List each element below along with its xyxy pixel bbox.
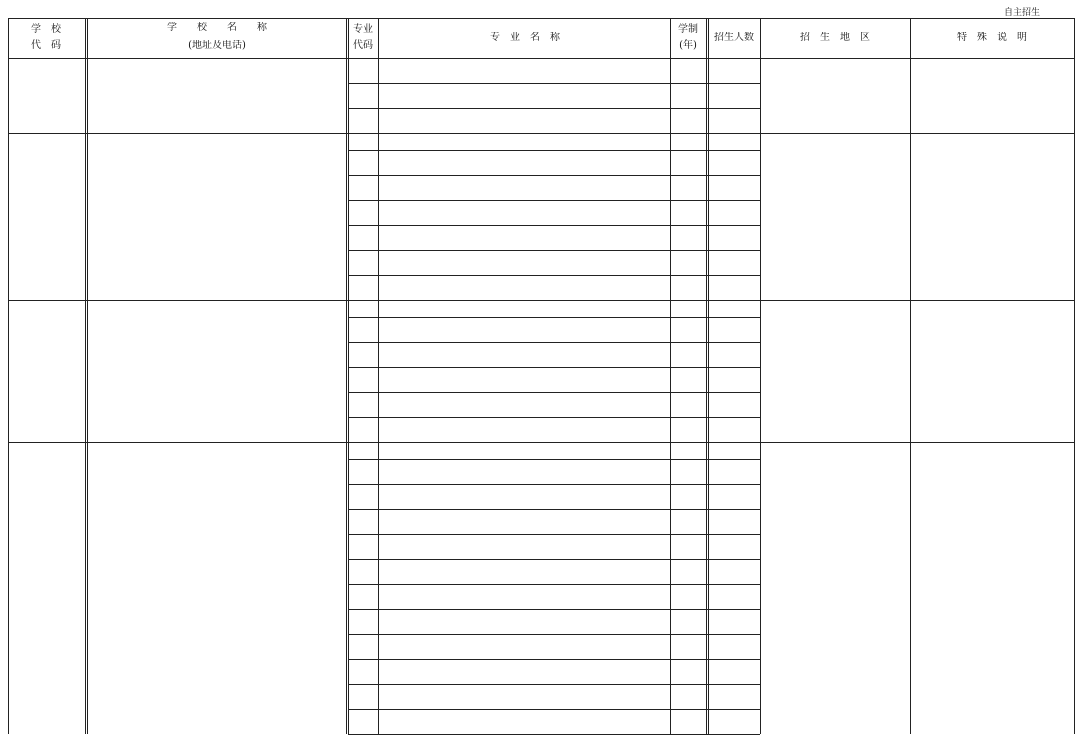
major-duration	[670, 91, 708, 103]
h-rule	[348, 150, 760, 151]
h-rule	[348, 659, 760, 660]
major-board	[708, 380, 760, 390]
major-board	[708, 71, 760, 81]
h-rule	[348, 317, 760, 318]
major-code	[348, 486, 378, 498]
school-note-line	[913, 184, 1073, 194]
major-name	[381, 110, 667, 122]
major-code	[348, 686, 378, 698]
school-note-line	[913, 562, 1073, 572]
major-board	[708, 522, 760, 532]
v-rule	[87, 18, 88, 734]
school-note-line	[913, 552, 1073, 562]
school-code	[22, 303, 92, 315]
school-code	[22, 136, 92, 148]
school-note-line	[913, 532, 1073, 542]
major-board	[708, 288, 760, 298]
school-address-line	[89, 355, 344, 366]
major-code	[348, 202, 378, 214]
major-code	[348, 152, 378, 164]
h-rule	[8, 300, 1074, 301]
major-board	[708, 497, 760, 507]
major-code	[348, 661, 378, 673]
h-rule	[348, 509, 760, 510]
major-name	[381, 319, 667, 331]
major-code	[348, 586, 378, 598]
school-note-line	[913, 164, 1073, 174]
header-school-name: 学 校 名 称	[167, 22, 267, 33]
h-rule	[348, 584, 760, 585]
major-duration	[670, 717, 708, 729]
major-duration	[670, 325, 708, 337]
major-name	[381, 177, 667, 189]
major-board	[708, 572, 760, 582]
major-duration	[670, 183, 708, 195]
major-name	[381, 536, 667, 548]
v-rule	[378, 18, 379, 734]
major-name	[381, 611, 667, 623]
school-note-line	[913, 213, 1073, 223]
major-duration	[670, 467, 708, 479]
major-name	[381, 486, 667, 498]
major-name	[381, 561, 667, 573]
major-name	[381, 394, 667, 406]
school-total	[708, 136, 760, 148]
h-rule	[348, 609, 760, 610]
school-address-line	[89, 475, 344, 486]
school-address-line	[89, 322, 344, 333]
major-board	[708, 472, 760, 482]
v-rule	[8, 18, 9, 734]
school-note-line	[913, 503, 1073, 513]
major-name	[381, 461, 667, 473]
major-board	[708, 722, 760, 732]
school-total	[708, 445, 760, 457]
school-address-line	[89, 486, 344, 497]
school-note-line	[913, 135, 1073, 145]
major-board	[708, 213, 760, 223]
h-rule	[348, 83, 760, 84]
major-board	[708, 697, 760, 707]
major-name	[381, 152, 667, 164]
school-note-line	[913, 454, 1073, 464]
h-rule	[348, 534, 760, 535]
school-address-line	[89, 166, 344, 177]
header-duration: 学制 (年)	[678, 24, 698, 51]
school-note-line	[913, 493, 1073, 503]
school-address-line	[89, 333, 344, 344]
school-note-line	[913, 331, 1073, 341]
major-duration	[670, 116, 708, 128]
major-duration	[670, 492, 708, 504]
header-enroll: 招生人数	[714, 32, 754, 43]
h-rule	[8, 442, 1074, 443]
school-region	[760, 153, 910, 165]
h-rule	[8, 133, 1074, 134]
school-total-duration	[670, 303, 708, 315]
major-duration	[670, 350, 708, 362]
major-board	[708, 405, 760, 415]
school-address-line	[89, 464, 344, 475]
major-duration	[670, 66, 708, 78]
v-rule	[346, 18, 347, 734]
h-rule	[348, 275, 760, 276]
major-code	[348, 227, 378, 239]
school-note-line	[913, 444, 1073, 454]
school-note-line	[913, 194, 1073, 204]
v-rule	[85, 18, 86, 734]
major-duration	[670, 258, 708, 270]
school-note-line	[913, 483, 1073, 493]
major-board	[708, 597, 760, 607]
school-region	[760, 320, 910, 332]
major-code	[348, 60, 378, 72]
header-school-name-sub: (地址及电话)	[188, 40, 246, 51]
major-code	[348, 711, 378, 723]
school-note-line	[913, 312, 1073, 322]
major-duration	[670, 667, 708, 679]
school-note-line	[913, 174, 1073, 184]
major-board	[708, 622, 760, 632]
major-name	[381, 661, 667, 673]
major-code	[348, 319, 378, 331]
major-code	[348, 344, 378, 356]
school-note-line	[913, 522, 1073, 532]
header-notes: 特 殊 说 明	[957, 32, 1027, 43]
header-major-code: 专业 代码	[353, 24, 373, 51]
h-rule	[348, 484, 760, 485]
h-rule	[348, 417, 760, 418]
top-note: 自主招生	[1003, 8, 1040, 18]
h-rule	[348, 392, 760, 393]
major-duration	[670, 208, 708, 220]
school-name	[89, 136, 339, 148]
h-rule	[348, 250, 760, 251]
major-name	[381, 202, 667, 214]
major-duration	[670, 617, 708, 629]
major-board	[708, 430, 760, 440]
h-rule	[8, 58, 1074, 59]
major-board	[708, 672, 760, 682]
major-code	[348, 611, 378, 623]
school-address-line	[89, 177, 344, 188]
major-name	[381, 344, 667, 356]
major-duration	[670, 283, 708, 295]
major-code	[348, 419, 378, 431]
major-code	[348, 636, 378, 648]
school-note-line	[913, 464, 1073, 474]
major-code	[348, 536, 378, 548]
school-note-line	[913, 145, 1073, 155]
major-name	[381, 227, 667, 239]
h-rule	[348, 634, 760, 635]
major-name	[381, 60, 667, 72]
header-school-code: 学 校 代 码	[31, 24, 61, 51]
h-rule	[348, 175, 760, 176]
major-name	[381, 252, 667, 264]
major-board	[708, 163, 760, 173]
major-board	[708, 238, 760, 248]
school-note-line	[913, 513, 1073, 523]
major-board	[708, 355, 760, 365]
school-total	[708, 303, 760, 315]
major-duration	[670, 400, 708, 412]
h-rule	[348, 709, 760, 710]
h-rule	[8, 18, 1074, 19]
major-name	[381, 277, 667, 289]
major-duration	[670, 517, 708, 529]
school-note-line	[913, 204, 1073, 214]
school-address-line	[89, 155, 344, 166]
major-board	[708, 96, 760, 106]
v-rule	[910, 18, 911, 734]
major-name	[381, 419, 667, 431]
major-duration	[670, 567, 708, 579]
school-note-line	[913, 542, 1073, 552]
major-name	[381, 511, 667, 523]
school-address-line	[89, 344, 344, 355]
v-rule	[708, 18, 709, 734]
major-duration	[670, 158, 708, 170]
h-rule	[348, 684, 760, 685]
v-rule	[348, 18, 349, 734]
major-board	[708, 647, 760, 657]
v-rule	[1074, 18, 1075, 734]
major-name	[381, 686, 667, 698]
h-rule	[348, 108, 760, 109]
header-major-name: 专 业 名 称	[490, 32, 560, 43]
major-code	[348, 85, 378, 97]
major-code	[348, 252, 378, 264]
school-name	[89, 303, 339, 315]
school-note-line	[913, 581, 1073, 591]
school-note-line	[913, 302, 1073, 312]
h-rule	[348, 559, 760, 560]
school-region	[763, 462, 913, 474]
major-board	[708, 121, 760, 131]
h-rule	[348, 734, 760, 735]
major-code	[348, 461, 378, 473]
h-rule	[348, 200, 760, 201]
major-code	[348, 561, 378, 573]
major-code	[348, 177, 378, 189]
major-name	[381, 586, 667, 598]
major-name	[381, 85, 667, 97]
major-duration	[670, 692, 708, 704]
school-code	[22, 445, 92, 457]
major-code	[348, 277, 378, 289]
h-rule	[348, 367, 760, 368]
v-rule	[670, 18, 671, 734]
major-name	[381, 369, 667, 381]
major-code	[348, 110, 378, 122]
school-note-line	[913, 473, 1073, 483]
major-duration	[670, 375, 708, 387]
h-rule	[348, 459, 760, 460]
major-duration	[670, 592, 708, 604]
v-rule	[760, 18, 761, 734]
major-duration	[670, 233, 708, 245]
major-code	[348, 394, 378, 406]
h-rule	[348, 342, 760, 343]
major-duration	[670, 542, 708, 554]
header-region: 招 生 地 区	[800, 32, 870, 43]
major-code	[348, 369, 378, 381]
major-board	[708, 547, 760, 557]
school-note-line	[913, 571, 1073, 581]
school-note-line	[913, 155, 1073, 165]
major-name	[381, 636, 667, 648]
major-duration	[670, 642, 708, 654]
major-code	[348, 511, 378, 523]
v-rule	[706, 18, 707, 734]
major-duration	[670, 425, 708, 437]
school-name	[89, 445, 339, 457]
school-note-line	[913, 322, 1073, 332]
major-board	[708, 263, 760, 273]
h-rule	[348, 225, 760, 226]
major-name	[381, 711, 667, 723]
major-board	[708, 330, 760, 340]
major-board	[708, 188, 760, 198]
